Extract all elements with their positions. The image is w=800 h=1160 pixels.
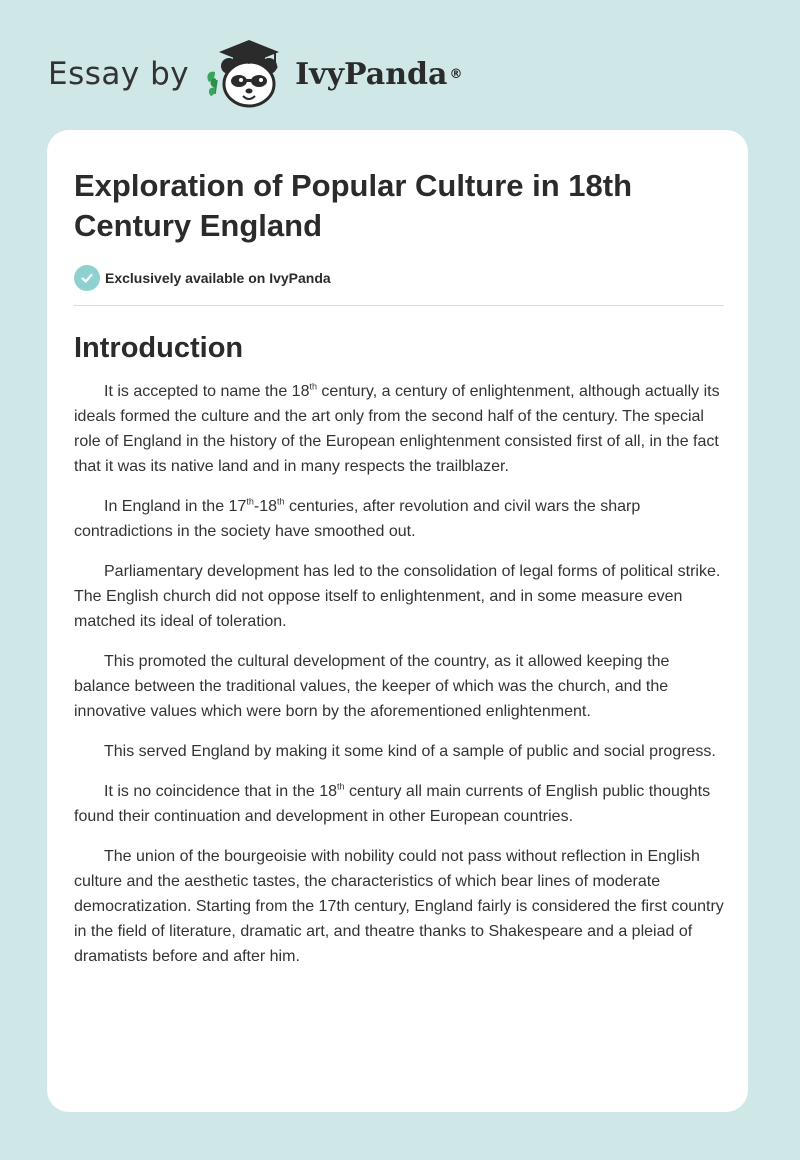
paragraph-5: This served England by making it some kind of a sample of public and social progress. xyxy=(104,743,716,760)
brand-header[interactable] xyxy=(48,34,462,114)
article-card xyxy=(47,130,748,1112)
paragraph-2 xyxy=(74,494,724,544)
article-body xyxy=(74,379,724,969)
paragraph-1-superscript: th xyxy=(309,381,317,392)
paragraph-3: Parliamentary development has led to the consolidation of legal forms of political strike. The English church did not oppose itself to enlightenment, and in some measure even matched its ideal of toleration. xyxy=(74,563,721,630)
article-content xyxy=(74,166,724,984)
paragraph-6-superscript: th xyxy=(337,781,345,792)
registered-mark: ® xyxy=(449,66,463,82)
paragraph-2-superscript-1: th xyxy=(246,496,254,507)
article-title: Exploration of Popular Culture in 18th Century England xyxy=(74,168,633,243)
paragraph-2-superscript-2: th xyxy=(276,496,285,507)
paragraph-2-text-b: -18 xyxy=(253,498,277,515)
brand-prefix: Essay by xyxy=(48,56,190,92)
section-heading-introduction: Introduction xyxy=(74,332,244,364)
divider xyxy=(74,305,724,306)
brand-name: IvyPanda xyxy=(295,56,448,92)
exclusive-label: Exclusively available on IvyPanda xyxy=(105,270,331,286)
paragraph-1 xyxy=(74,379,724,479)
paragraph-7: The union of the bourgeoisie with nobility could not pass without reflection in English culture and the aesthetic tastes, the characteristics of which bear lines of moderate democratization. Starting from the 17th century, England fairly is considered the first country in the field of literature, dramatic art, and theatre thanks to Shakespeare and a pleiad of dramatists before and after him. xyxy=(74,848,724,965)
panda-logo-icon xyxy=(203,36,291,112)
exclusive-badge xyxy=(74,265,724,291)
paragraph-6-text-a: It is no coincidence that in the 18 xyxy=(104,783,338,800)
paragraph-2-text-a: In England in the 17 xyxy=(104,498,247,515)
paragraph-6-text-b: century all main currents of English public thoughts found their continuation and development in other European countries. xyxy=(74,783,711,825)
check-icon xyxy=(74,265,100,291)
paragraph-1-text-b: century, a century of enlightenment, although actually its ideals formed the culture and the art only from the second half of the century. The special role of England in the history of the European enlightenment consisted first of all, in the fact that it was its native land and in many respects the trailblazer. xyxy=(74,383,720,475)
paragraph-4: This promoted the cultural development of the country, as it allowed keeping the balance between the traditional values, the keeper of which was the church, and the innovative values which were born by the aforementioned enlightenment. xyxy=(74,653,670,720)
paragraph-6 xyxy=(74,779,724,829)
paragraph-1-text-a: It is accepted to name the 18 xyxy=(104,383,310,400)
paragraph-2-text-c: centuries, after revolution and civil wars the sharp contradictions in the society have smoothed out. xyxy=(74,498,641,540)
